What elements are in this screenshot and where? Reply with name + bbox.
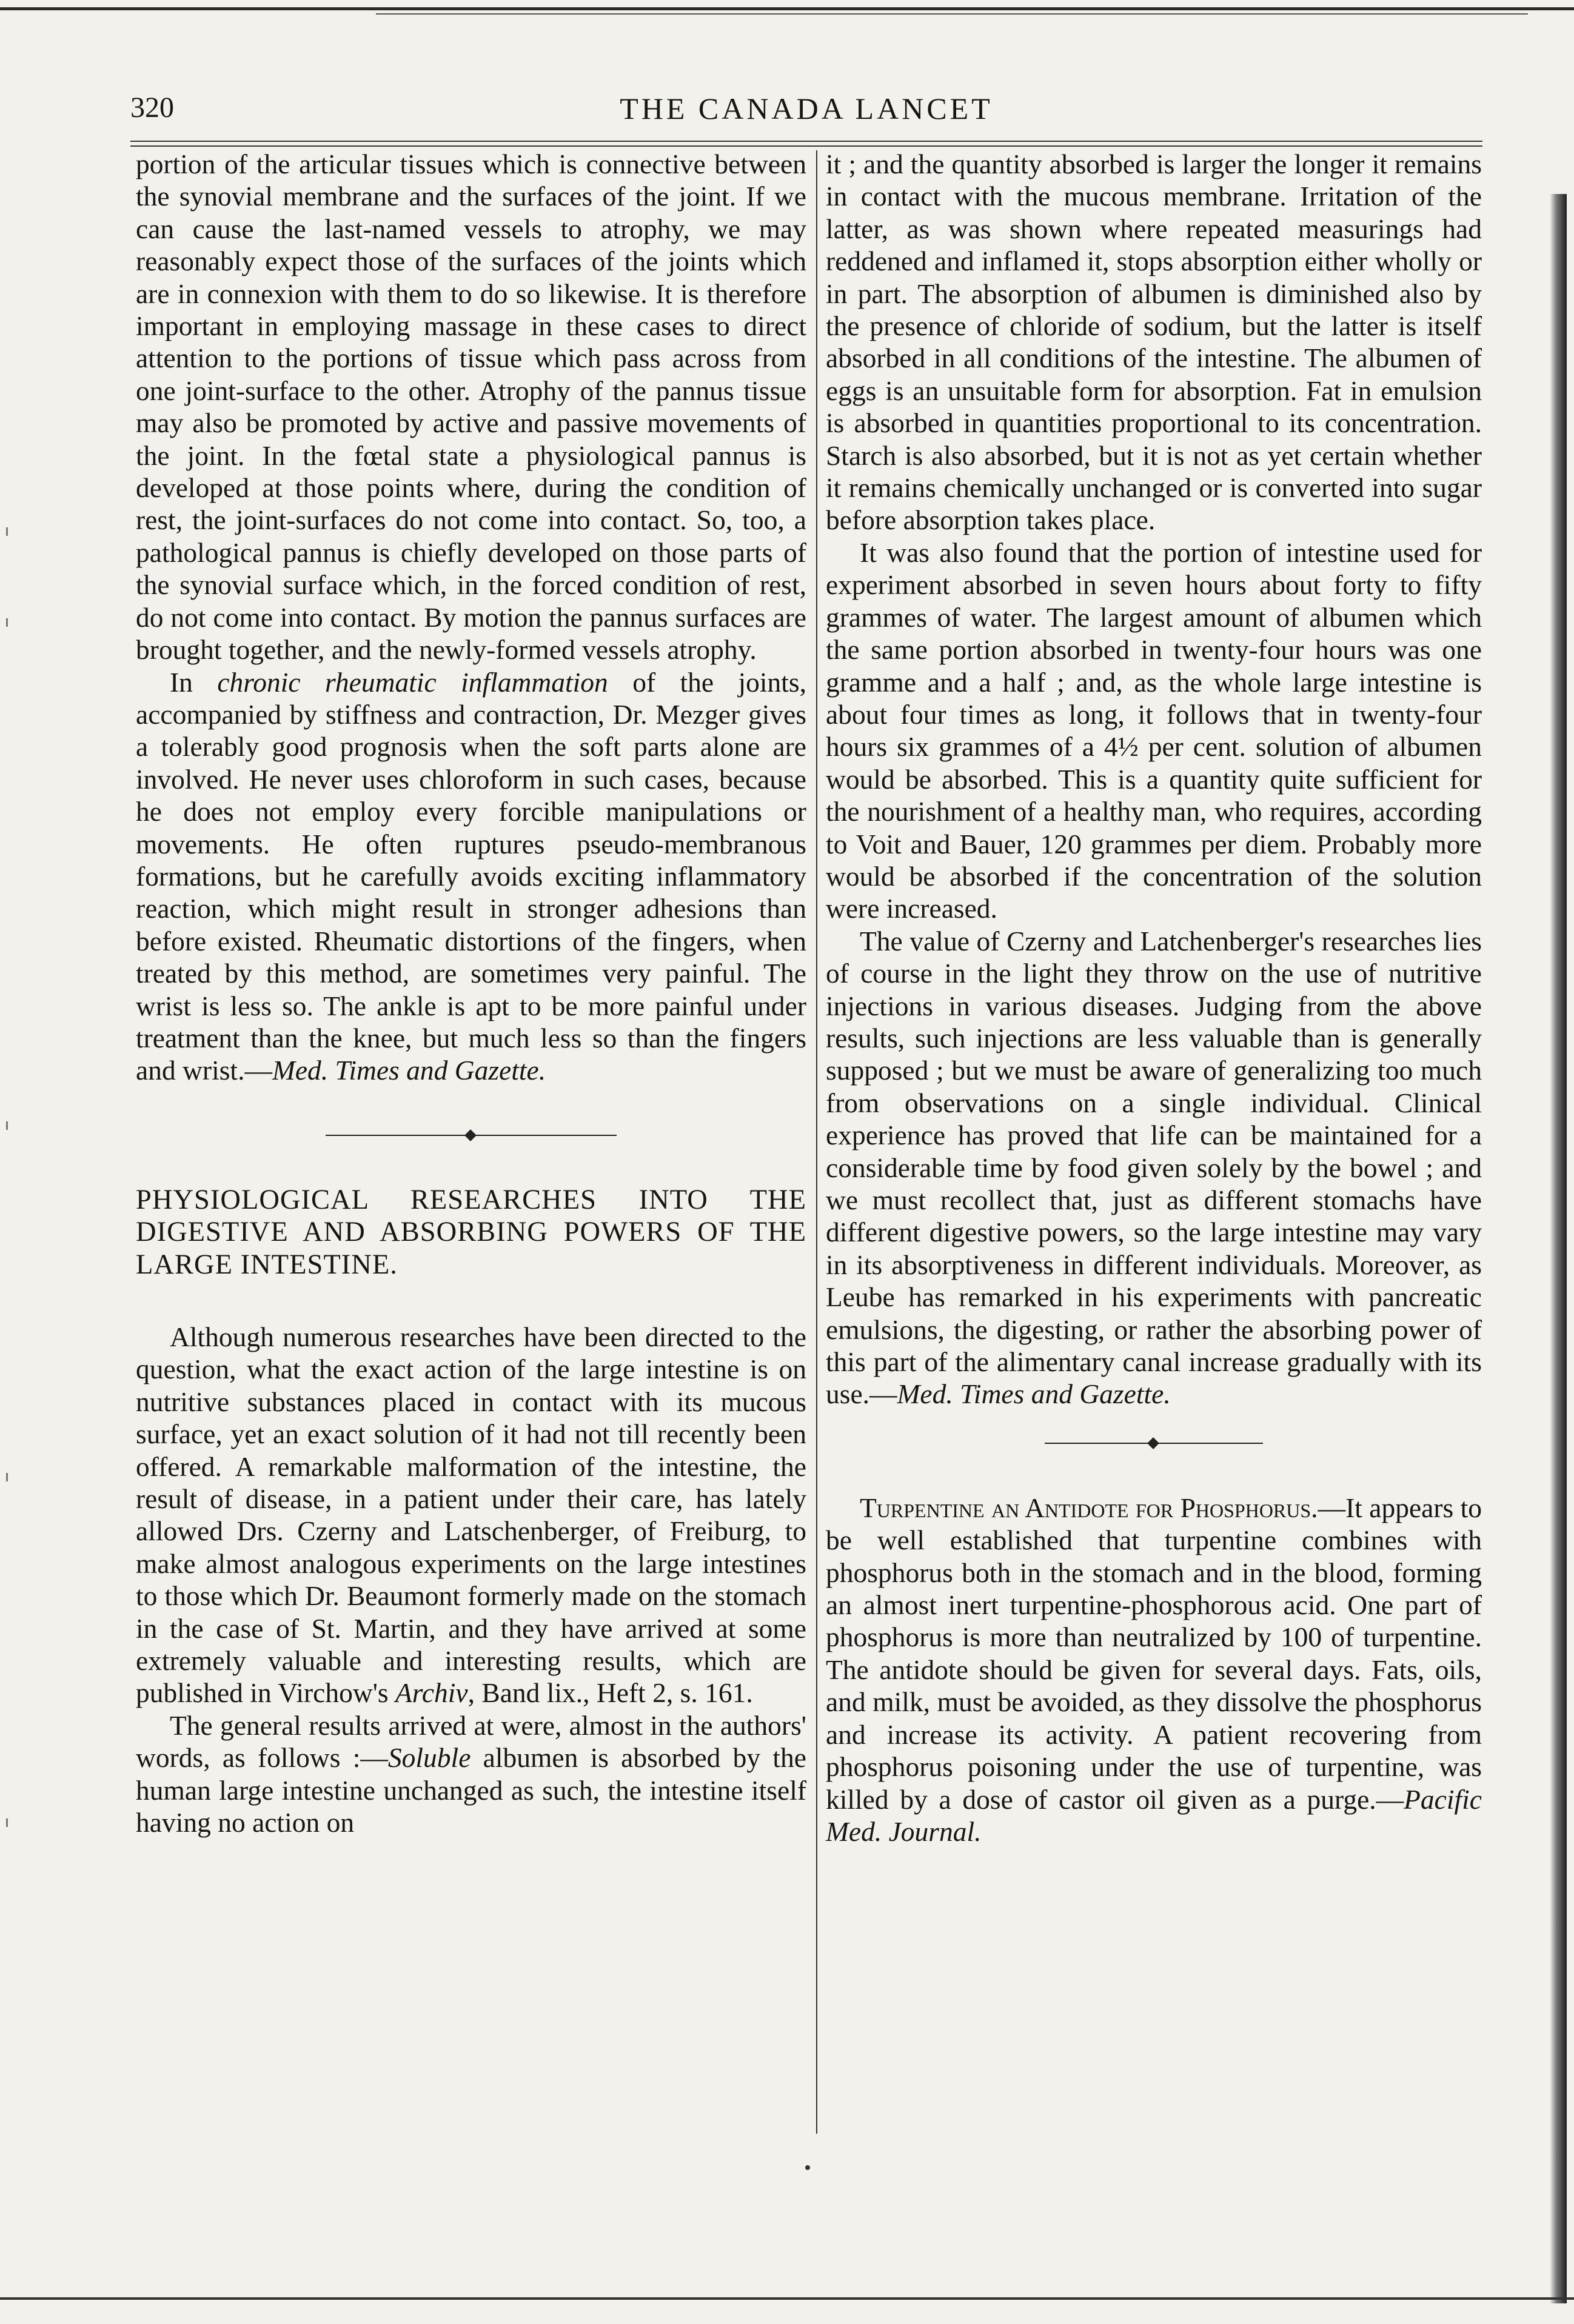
source-citation: Med. Times and Gazette. [897, 1378, 1171, 1410]
source-citation: Med. Times and Gazette. [272, 1055, 546, 1086]
paragraph: Although numerous researches have been directed to the question, what the exact action of the large intestine is on nutritive substances placed in contact with its mucous surface, yet an exact solution of it had not till recently been offered. A remarkable malformation of the intestine, the result of disease, in a patient under their care, has lately allowed Drs. Czerny and Latschenberger, of Freiburg, to make almost analogous experiments on the large intestines to those which Dr. Beaumont formerly made on the stomach in the case of St. Martin, and they have arrived at some extremely valuable and interesting results, which are published in Virchow's Archiv, Band lix., Heft 2, s. 161. [136, 1321, 806, 1709]
page-header [130, 91, 1482, 133]
article-run-in-title: Turpentine an Antidote for Phosphorus. [860, 1492, 1318, 1523]
right-column [826, 148, 1482, 1848]
margin-mark [6, 1121, 8, 1130]
margin-mark [6, 527, 8, 536]
stray-ink-dot [805, 2165, 810, 2170]
page-edge-shadow [1550, 194, 1567, 2303]
italic-phrase: chronic rheumatic inflammation [217, 666, 608, 698]
top-border-rule [0, 7, 1574, 10]
section-ornament [136, 1117, 806, 1154]
margin-mark [6, 618, 8, 627]
paragraph: portion of the articular tissues which is connective between the synovial membrane and the surfaces of the joint. If we can cause the last-named vessels to atrophy, we may reasonably expect those of the surfaces of the joints which are in connexion with them to do so likewise. It is therefore important in employing massage in these cases to direct attention to the portions of tissue which pass across from one joint-surface to the other. Atrophy of the pannus tissue may also be promoted by active and passive movements of the joint. In the fœtal state a physiological pannus is developed at those points where, during the condition of rest, the joint-surfaces do not come into contact. So, too, a pathological pannus is chiefly developed on those parts of the synovial surface which, in the forced condition of rest, do not come into contact. By motion the pannus surfaces are brought together, and the newly-formed vessels atrophy. [136, 149, 806, 666]
source-citation: Pacific Med. Journal. [826, 1783, 1482, 1847]
margin-mark [6, 1473, 8, 1481]
paragraph: It was also found that the portion of intestine used for experiment absorbed in seven hours about forty to fifty grammes of water. The largest amount of albumen which the same portion absorbed in twenty-four hours was one gramme and a half ; and, as the whole large intestine is about four times as long, it follows that in twenty-four hours six grammes of a 4½ per cent. solution of albumen would be absorbed. This is a quantity quite sufficient for the nourishment of a healthy man, who requires, according to Voit and Bauer, 120 grammes per diem. Probably more would be absorbed if the concentration of the solution were increased. [826, 536, 1482, 924]
header-double-rule [130, 141, 1482, 147]
article-heading: PHYSIOLOGICAL RESEARCHES INTO THE DIGESTIVE AND ABSORBING POWERS OF THE LARGE INTESTINE. [136, 1184, 806, 1280]
paragraph: The value of Czerny and Latchenberger's researches lies of course in the light they throw on the use of nutritive injections in various diseases. Judging from the above results, such injections are less valuable than is generally supposed ; but we must be aware of generalizing too much from observations on a single individual. Clinical experience has proved that life can be maintained for a considerable time by food given solely by the bowel ; and we must recollect that, just as different stomachs have different digestive powers, so the large intestine may vary in its absorptiveness in different individuals. Moreover, as Leube has remarked in his experiments with pancreatic emulsions, the digesting, or rather the absorbing power of this part of the alimentary canal increase gradually with its use.—Med. Times and Gazette. [826, 925, 1482, 1410]
margin-mark [6, 1818, 8, 1827]
paragraph: it ; and the quantity absorbed is larger the longer it remains in contact with the mucous membrane. Irritation of the latter, as was shown where repeated measurings had reddened and inflamed it, stops absorption either wholly or in part. The absorption of albumen is diminished also by the presence of chloride of sodium, but the latter is itself absorbed in all conditions of the intestine. The albumen of eggs is an unsuitable form for absorption. Fat in emulsion is absorbed in quantities proportional to its concentration. Starch is also absorbed, but it is not as yet certain whether it remains chemically unchanged or is converted into sugar before absorption takes place. [826, 149, 1482, 536]
page-number: 320 [130, 92, 174, 124]
bottom-border-rule [0, 2297, 1574, 2300]
paragraph: Turpentine an Antidote for Phosphorus.—It appears to be well established that turpentine combines with phosphorus both in the stomach and in the blood, forming an almost inert turpentine-phosphorous acid. One part of phosphorus is more than neutralized by 100 of turpentine. The antidote should be given for several days. Fats, oils, and milk, must be avoided, as they dissolve the phosphorus and increase its activity. A patient recovering from phosphorus poisoning under the use of turpentine, was killed by a dose of castor oil given as a purge.—Pacific Med. Journal. [826, 1492, 1482, 1847]
running-title: THE CANADA LANCET [620, 92, 993, 125]
journal-title: Archiv [395, 1677, 468, 1709]
left-column [136, 148, 806, 1839]
italic-word: Soluble [387, 1742, 471, 1774]
paragraph: The general results arrived at were, almost in the authors' words, as follows :—Soluble albumen is absorbed by the human large intestine unchanged as such, the intestine itself having no action on [136, 1709, 807, 1838]
paragraph: In chronic rheumatic inflammation of the joints, accompanied by stiffness and contraction, Dr. Mezger gives a tolerably good prognosis when the soft parts alone are involved. He never uses chloroform in such cases, because he does not employ every forcible manipulations or movements. He often ruptures pseudo-membranous formations, but he carefully avoids exciting inflammatory reaction, which might result in stronger adhesions than before existed. Rheumatic distortions of the fingers, when treated by this method, are sometimes very painful. The wrist is less so. The ankle is apt to be more painful under treatment than the knee, but much less so than the fingers and wrist.—Med. Times and Gazette. [136, 666, 807, 1086]
column-divider [816, 150, 817, 2134]
top-border-rule-thin [376, 13, 1528, 15]
section-ornament [826, 1425, 1482, 1461]
